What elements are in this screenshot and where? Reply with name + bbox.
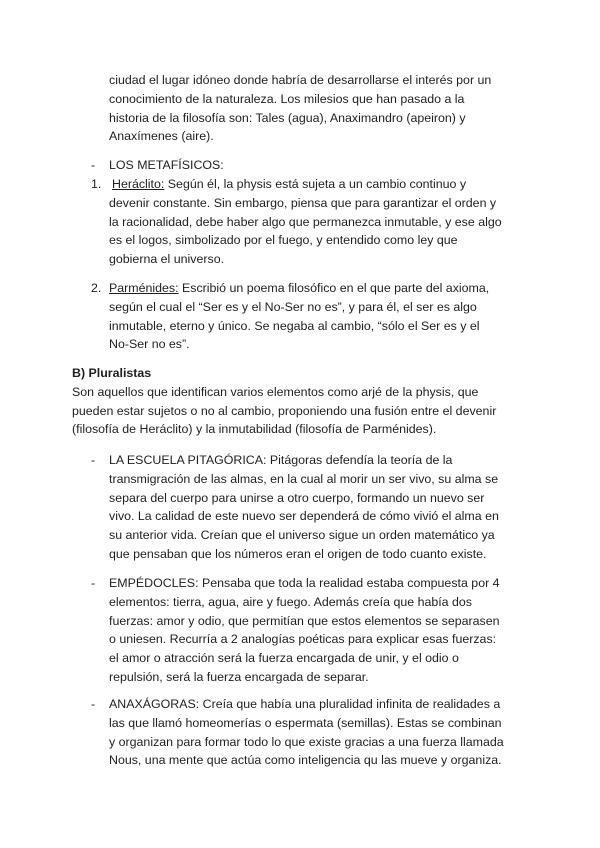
list-marker: - (91, 576, 96, 590)
text-line: la racionalidad, debe haber algo que permanezca inmutable, y ese algo (109, 214, 502, 229)
text-line: repulsión, será la fuerza encargada de separar. (109, 669, 369, 684)
text-line: fuerzas: amor y odio, que permitían que estos elementos se separasen (109, 613, 500, 628)
text-line: LOS METAFÍSICOS: (109, 158, 224, 172)
text-line: transmigración de las almas, en la cual al morir un ser vivo, su alma se (109, 471, 499, 486)
list-number: 2. (91, 281, 102, 295)
text-line: conocimiento de la naturaleza. Los milesios que han pasado a la (109, 91, 465, 106)
text-line: ciudad el lugar idóneo donde habría de desarrollarse el interés por un (109, 73, 492, 87)
text-line: que pensaban que los números eran el origen de todo cuanto existe. (109, 546, 487, 561)
intro-paragraph (109, 71, 491, 146)
pluralistas-section (72, 364, 496, 439)
text-line: separa del cuerpo para unirse a otro cuerpo, formando un nuevo ser (109, 490, 485, 505)
text-line (109, 279, 489, 298)
text-line: Son aquellos que identifican varios elementos como arjé de la physis, que (72, 384, 479, 399)
text-line: LA ESCUELA PITAGÓRICA: Pitágoras defendía la teoría de la (109, 453, 453, 467)
text-line: elementos: tierra, agua, aire y fuego. Además creía que había dos (109, 594, 472, 609)
text-line: vivo. La calidad de este nuevo ser dependerá de cómo vivió el alma en (109, 509, 499, 524)
pitagorica-item (109, 451, 499, 564)
heraclito-name: Heráclito: (112, 177, 165, 191)
text-line: es el logos, simbolizado por el fuego, y entendido como ley que (109, 233, 458, 248)
text-line: inmutable, eterno y único. Se negaba al cambio, “sólo el Ser es y el (109, 318, 480, 333)
text-line: según el cual el “Ser es y el No-Ser no es”, y para él, el ser es algo (109, 299, 477, 314)
text-line: gobierna el universo. (109, 252, 225, 267)
list-marker: - (91, 158, 96, 172)
metafisicos-label (109, 156, 224, 175)
text-line: o uniesen. Recurría a 2 analogías poéticas para explicar esas fuerzas: (109, 632, 497, 647)
text-line: devenir constante. Sin embargo, piensa que para garantizar el orden y (109, 195, 497, 210)
text-line: historia de la filosofía son: Tales (agua), Anaximandro (apeiron) y (109, 110, 466, 125)
anaxagoras-item (109, 695, 504, 770)
list-number: 1. (91, 177, 102, 191)
text-line-rest: Escribió un poema filosófico en el que parte del axioma, (178, 281, 490, 295)
list-marker: - (91, 453, 96, 467)
text-line: las que llamó homeomerías o espermata (semillas). Estas se combinan (109, 715, 502, 730)
text-line: pueden estar sujetos o no al cambio, proponiendo una fusión entre el devenir (72, 403, 497, 418)
text-line: Nous, una mente que actúa como inteligencia qu las mueve y organiza. (109, 753, 502, 768)
heraclito-item (109, 175, 502, 269)
text-line: EMPÉDOCLES: Pensaba que toda la realidad estaba compuesta por 4 (109, 576, 500, 590)
parmenides-name: Parménides: (109, 281, 179, 295)
text-line: ANAXÁGORAS: Creía que había una pluralidad infinita de realidades a (109, 697, 501, 711)
list-marker: - (91, 697, 96, 711)
text-line: Anaxímenes (aire). (109, 129, 214, 144)
text-line: (filosofía de Heráclito) y la inmutabilidad (filosofía de Parménides). (72, 422, 437, 437)
text-line: No-Ser no es”. (109, 337, 190, 352)
text-line: su anterior vida. Creían que el universo sigue un orden matemático ya (109, 528, 495, 543)
text-line: y organizan para formar todo lo que existe gracias a una fuerza llamada (109, 734, 504, 749)
text-line: el amor o atracción será la fuerza encargada de unir, y el odio o (109, 651, 459, 666)
section-heading: B) Pluralistas (72, 366, 152, 380)
empedocles-item (109, 574, 500, 687)
text-line (109, 175, 502, 194)
parmenides-item (109, 279, 489, 354)
text-line-rest: Según él, la physis está sujeta a un cambio continuo y (164, 177, 467, 191)
